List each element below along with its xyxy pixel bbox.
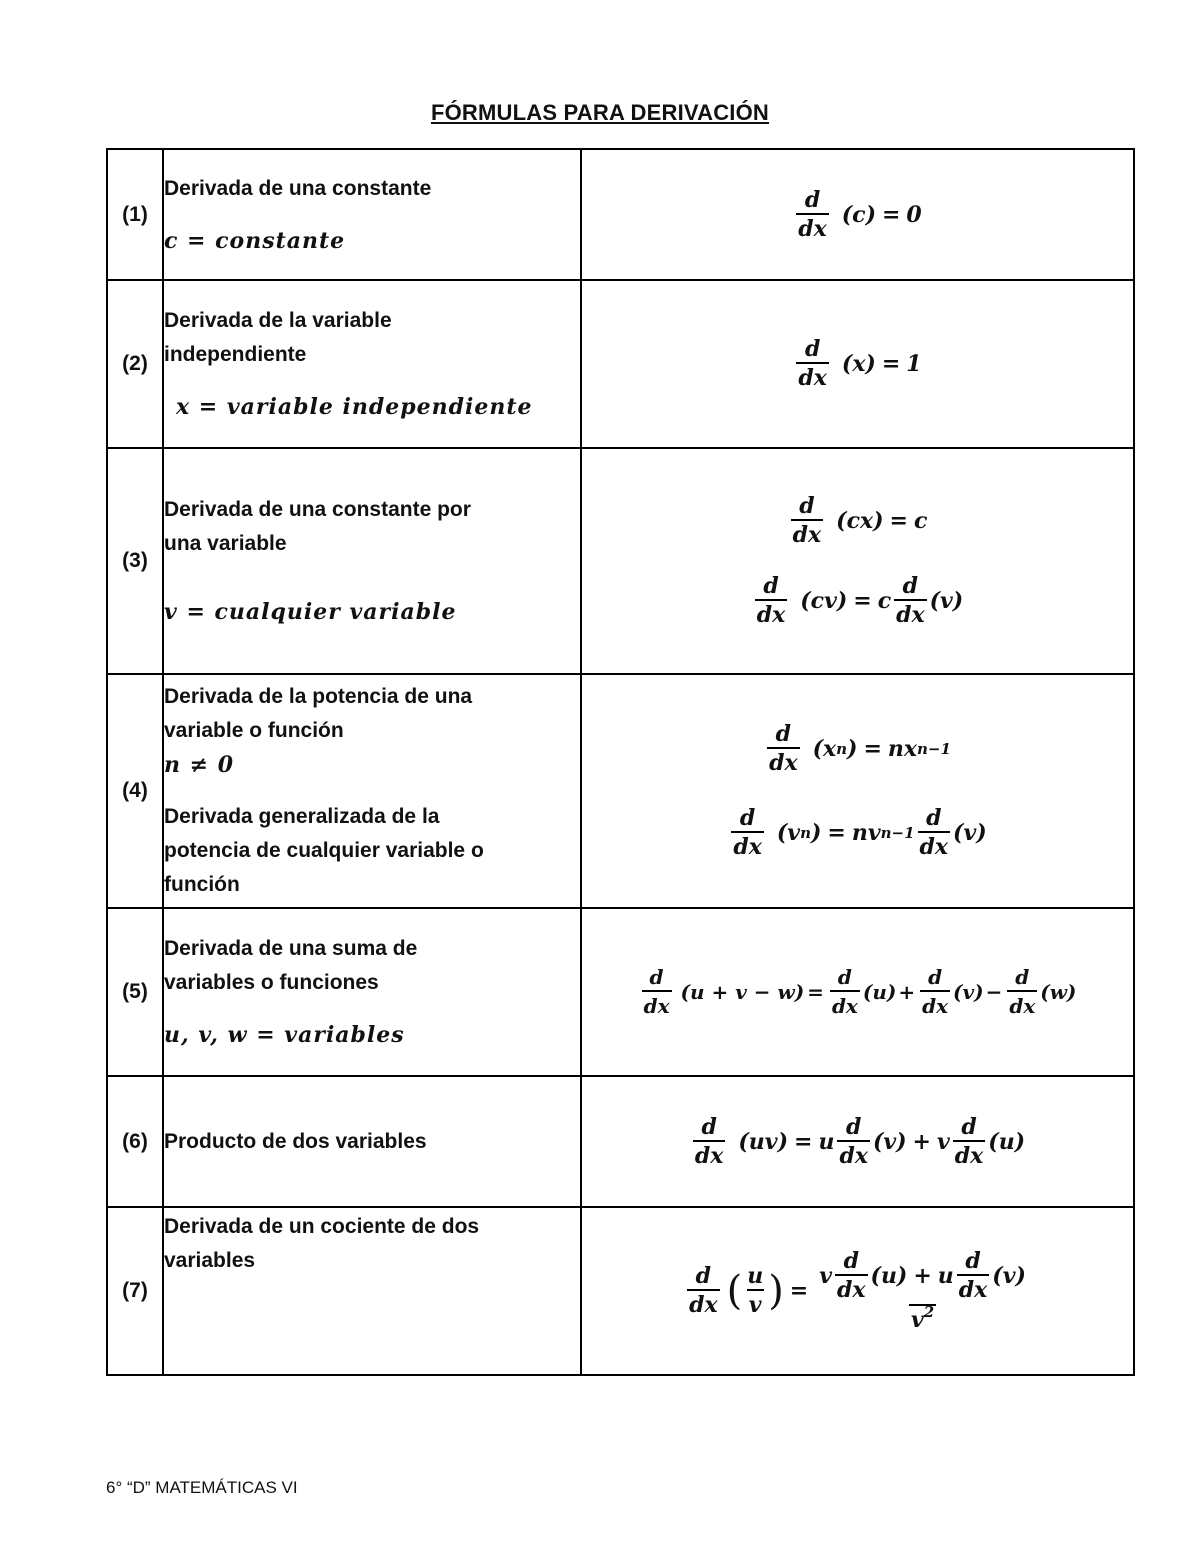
description-line: Derivada de un cociente de dos <box>164 1215 480 1238</box>
formula: $\frac{d}{dx}$ (v n ) = nv n−1 $\frac{d}{dx}$ (v) <box>733 805 987 860</box>
row-description <box>163 1207 581 1375</box>
row-number: (5) <box>107 908 163 1076</box>
table-row <box>107 1207 1134 1375</box>
description-math: c = constante <box>164 227 346 254</box>
fraction: $\frac{d}{dx}$ <box>792 493 822 548</box>
description-line: Derivada de la potencia de una <box>164 685 473 708</box>
page-title: FÓRMULAS PARA DERIVACIÓN <box>430 100 770 125</box>
formula-cell <box>581 1076 1134 1207</box>
fraction: $\frac{d}{dx}$ <box>896 573 925 628</box>
description-math: n ≠ 0 <box>164 752 235 778</box>
fraction: $\frac{d}{dx}$ <box>643 965 670 1018</box>
formula-cell <box>581 1207 1134 1375</box>
description-math: u, v, w = variables <box>164 1022 405 1048</box>
formula-cell <box>581 280 1134 448</box>
formula-cell <box>581 908 1134 1076</box>
formula: $\frac{d}{dx}$ (c) = 0 <box>798 186 922 242</box>
row-number: (6) <box>107 1076 163 1207</box>
formula: $\frac{d}{dx}$ (uv) = u $\frac{d}{dx}$ (v) + v $\frac{d}{dx}$ (u) <box>694 1113 1026 1169</box>
table-row <box>107 448 1134 674</box>
fraction: $\frac{d}{dx}$ <box>958 1248 988 1303</box>
description-math: v = cualquier variable <box>164 599 457 625</box>
fraction: $\frac{d}{dx}$ <box>689 1263 718 1318</box>
description-line: Producto de dos variables <box>164 1129 427 1153</box>
description-math: x = variable independiente <box>176 394 533 420</box>
description-line: una variable <box>164 532 287 555</box>
table-row <box>107 674 1134 908</box>
description-line: variables o funciones <box>164 971 379 994</box>
row-description <box>163 448 581 674</box>
row-number: (1) <box>107 149 163 280</box>
formula-cell <box>581 674 1134 908</box>
fraction: $\frac{d}{dx}$ <box>798 336 827 391</box>
description-line: Derivada de la variable <box>164 309 392 332</box>
quotient-fraction: v $\frac{d}{dx}$ (u) + u $\frac{d}{dx}$ (v) $v^2$ <box>819 1248 1026 1333</box>
row-description <box>163 280 581 448</box>
fraction: $\frac{d}{dx}$ <box>694 1113 724 1169</box>
fraction: $\frac{d}{dx}$ <box>1009 965 1036 1018</box>
description-line: Derivada de una constante por <box>164 498 471 521</box>
fraction: $\frac{d}{dx}$ <box>919 805 949 860</box>
fraction: $\frac{d}{dx}$ <box>831 965 858 1018</box>
description-line: Derivada generalizada de la <box>164 805 440 828</box>
fraction: $\frac{d}{dx}$ <box>837 1248 866 1303</box>
formula: $\frac{d}{dx}$ (cv) = c $\frac{d}{dx}$ (v) <box>756 573 964 628</box>
page-footer: 6° “D” MATEMÁTICAS VI <box>106 1478 298 1497</box>
table-row <box>107 280 1134 448</box>
formula: $\frac{d}{dx}$ (x) = 1 <box>798 336 922 391</box>
description-line: Derivada de una constante <box>164 176 432 200</box>
formula: $\frac{d}{dx}$ (u + v − w) = $\frac{d}{dx}$ (u) + $\frac{d}{dx}$ (v) − $\frac{d}{dx}$ (w) <box>643 965 1077 1018</box>
table-row <box>107 1076 1134 1207</box>
fraction: $\frac{d}{dx}$ <box>756 573 786 628</box>
formula-cell <box>581 448 1134 674</box>
table-row <box>107 908 1134 1076</box>
fraction: $\frac{d}{dx}$ <box>733 805 762 860</box>
table-row <box>107 149 1134 280</box>
description-line: variables <box>164 1249 256 1272</box>
description-line: variable o función <box>164 719 344 742</box>
description-line: independiente <box>164 343 307 366</box>
fraction: $\frac{d}{dx}$ <box>769 721 798 776</box>
row-description <box>163 1076 581 1207</box>
row-number: (2) <box>107 280 163 448</box>
fraction: $\frac{u}{v}$ <box>747 1263 764 1318</box>
row-number: (7) <box>107 1207 163 1375</box>
row-number: (4) <box>107 674 163 908</box>
description-line: potencia de cualquier variable o <box>164 839 484 862</box>
row-description <box>163 674 581 908</box>
formula: $\frac{d}{dx}$ (x n ) = nx n−1 <box>769 721 951 776</box>
fraction: $\frac{d}{dx}$ <box>839 1113 868 1169</box>
fraction: $\frac{d}{dx}$ <box>922 965 949 1018</box>
description-line: función <box>164 873 240 896</box>
fraction: $\frac{d}{dx}$ <box>954 1113 984 1169</box>
formula-cell <box>581 149 1134 280</box>
description-line: Derivada de una suma de <box>164 937 418 960</box>
formulas-table <box>106 148 1135 1376</box>
row-number: (3) <box>107 448 163 674</box>
row-description <box>163 908 581 1076</box>
formula: $\frac{d}{dx}$ (cx) = c <box>792 493 928 548</box>
fraction: $\frac{d}{dx}$ <box>798 186 827 242</box>
row-description <box>163 149 581 280</box>
formula: $\frac{d}{dx}$ ( $\frac{u}{v}$ ) = v $\frac{d}{dx}$ (u) + u $\frac{d}{dx}$ (v) $v^2$ <box>689 1248 1026 1333</box>
